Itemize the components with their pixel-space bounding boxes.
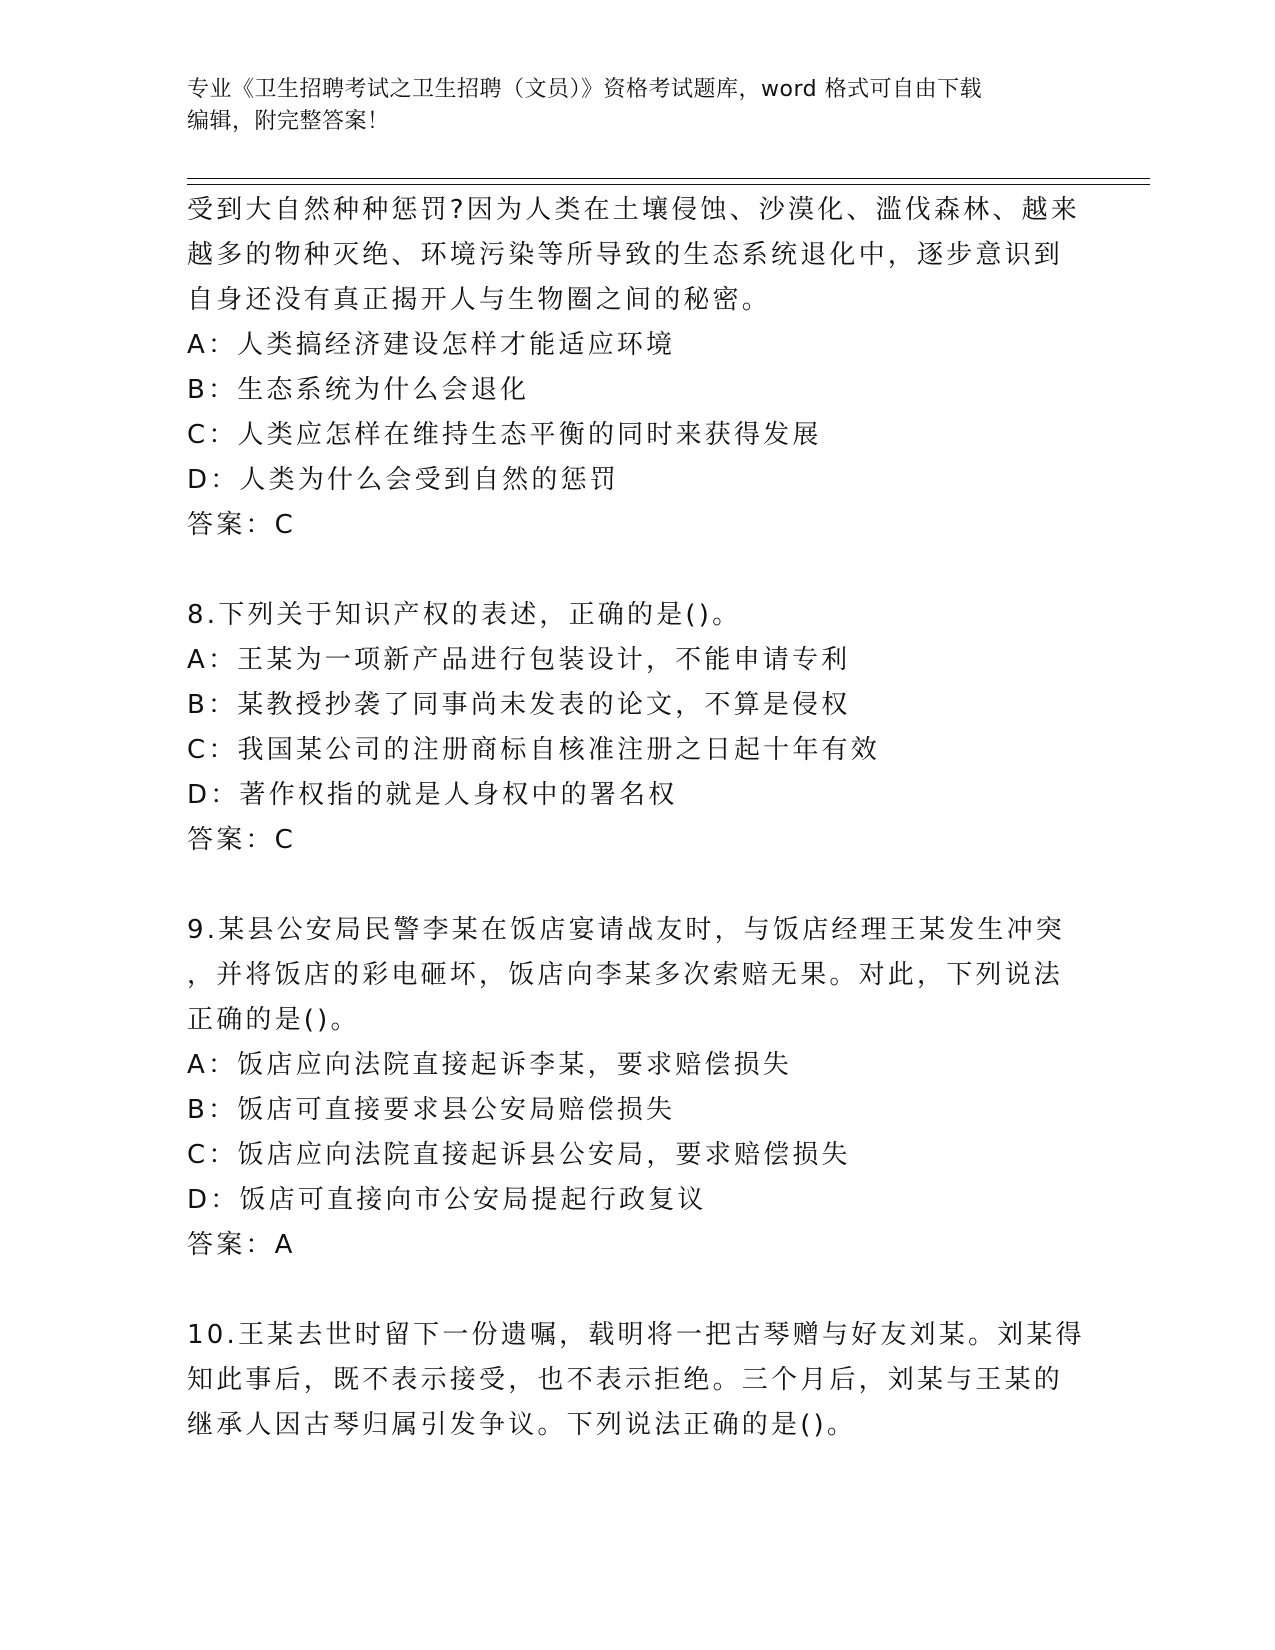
question-10-stem-line-1: 10.王某去世时留下一份遗嘱，载明将一把古琴赠与好友刘某。刘某得 (187, 1320, 1085, 1350)
question-9 (187, 908, 1087, 1268)
question-8-option-a: A：王某为一项新产品进行包装设计，不能申请专利 (187, 645, 851, 675)
question-9-stem-line-1: 9.某县公安局民警李某在饭店宴请战友时，与饭店经理王某发生冲突 (187, 915, 1066, 945)
question-7-option-d: D：人类为什么会受到自然的惩罚 (187, 465, 620, 495)
question-8-option-c: C：我国某公司的注册商标自核准注册之日起十年有效 (187, 735, 880, 765)
question-7-stem-line-3: 自身还没有真正揭开人与生物圈之间的秘密。 (187, 285, 772, 315)
question-10-stem-line-3: 继承人因古琴归属引发争议。下列说法正确的是()。 (187, 1410, 857, 1440)
header-line-2: 编辑，附完整答案！ (187, 109, 390, 134)
question-10-stem-line-2: 知此事后，既不表示接受，也不表示拒绝。三个月后，刘某与王某的 (187, 1365, 1064, 1395)
question-7-option-c: C：人类应怎样在维持生态平衡的同时来获得发展 (187, 420, 822, 450)
header-divider-bottom (187, 184, 1150, 185)
question-9-option-d: D：饭店可直接向市公安局提起行政复议 (187, 1185, 707, 1215)
spacer (187, 1268, 1087, 1313)
document-header (187, 74, 1067, 138)
header-line-1: 专业《卫生招聘考试之卫生招聘（文员）》资格考试题库，word 格式可自由下载 (187, 77, 983, 102)
question-7-stem-line-2: 越多的物种灭绝、环境污染等所导致的生态系统退化中，逐步意识到 (187, 240, 1064, 270)
question-7-option-b: B：生态系统为什么会退化 (187, 375, 530, 405)
question-8-answer: 答案：C (187, 825, 296, 855)
question-8-option-d: D：著作权指的就是人身权中的署名权 (187, 780, 678, 810)
question-7-answer: 答案：C (187, 510, 296, 540)
question-7-option-a: A：人类搞经济建设怎样才能适应环境 (187, 330, 676, 360)
question-8-option-b: B：某教授抄袭了同事尚未发表的论文，不算是侵权 (187, 690, 851, 720)
question-9-option-b: B：饭店可直接要求县公安局赔偿损失 (187, 1095, 676, 1125)
question-9-stem-line-2: ，并将饭店的彩电砸坏，饭店向李某多次索赔无果。对此，下列说法 (187, 960, 1064, 990)
question-7-stem-line-1: 受到大自然种种惩罚?因为人类在土壤侵蚀、沙漠化、滥伐森林、越来 (187, 195, 1081, 225)
spacer (187, 548, 1087, 593)
question-9-option-a: A：饭店应向法院直接起诉李某，要求赔偿损失 (187, 1050, 792, 1080)
question-7 (187, 188, 1087, 548)
question-8-stem-line-1: 8.下列关于知识产权的表述，正确的是()。 (187, 600, 742, 630)
question-9-answer: 答案：A (187, 1230, 296, 1260)
question-10 (187, 1313, 1087, 1448)
spacer (187, 863, 1087, 908)
question-9-option-c: C：饭店应向法院直接起诉县公安局，要求赔偿损失 (187, 1140, 851, 1170)
header-divider-top (187, 178, 1150, 179)
question-content (187, 188, 1087, 1448)
question-8 (187, 593, 1087, 863)
question-9-stem-line-3: 正确的是()。 (187, 1005, 360, 1035)
